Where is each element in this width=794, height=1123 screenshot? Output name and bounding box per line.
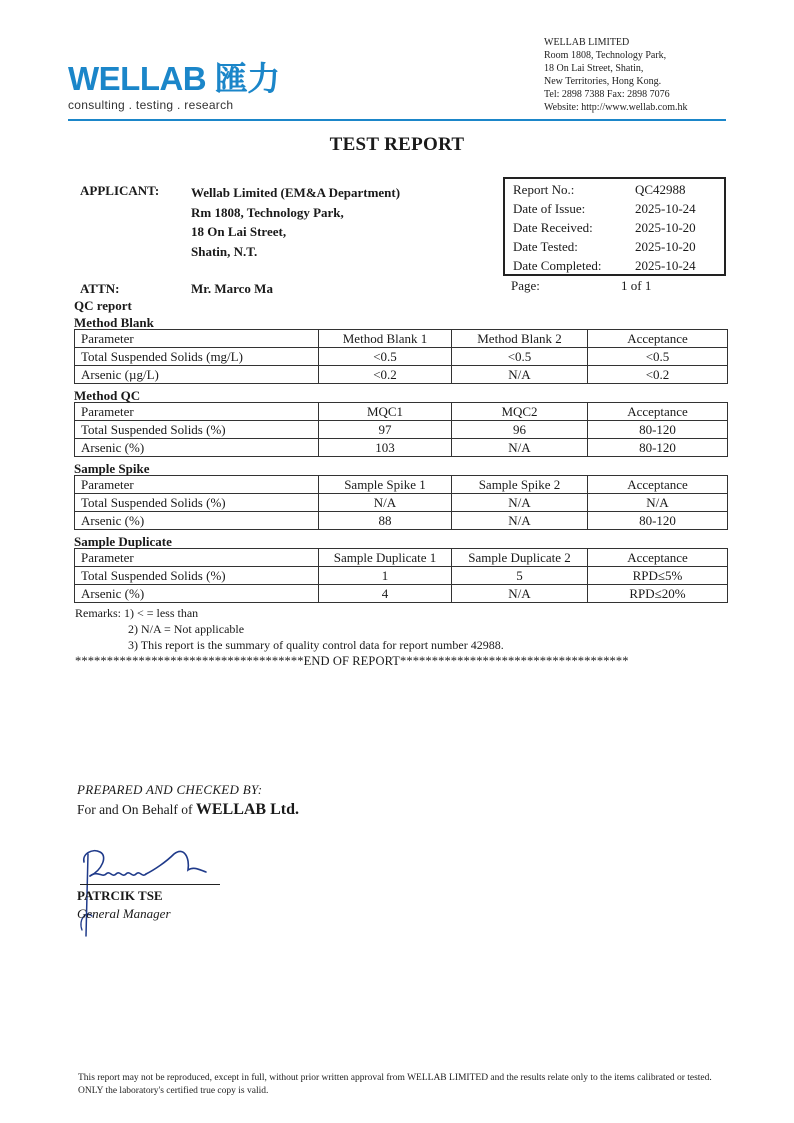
- on-behalf-line: [77, 801, 299, 819]
- header-cell: Sample Spike 1: [319, 476, 452, 494]
- header-cell: Acceptance: [588, 330, 728, 348]
- parameter-cell: Total Suspended Solids (%): [75, 421, 319, 439]
- parameter-cell: Arsenic (µg/L): [75, 366, 319, 384]
- signer-role: General Manager: [77, 906, 171, 921]
- value-cell: <0.5: [319, 348, 452, 366]
- header-cell: Parameter: [75, 330, 319, 348]
- value-cell: <0.2: [319, 366, 452, 384]
- value-cell: N/A: [452, 439, 588, 457]
- value-cell: <0.5: [452, 348, 588, 366]
- value-cell: 96: [452, 421, 588, 439]
- company-name: WELLAB LIMITED: [544, 37, 630, 48]
- date-completed-label: Date Completed:: [513, 258, 602, 273]
- acceptance-cell: 80-120: [588, 512, 728, 530]
- parameter-cell: Arsenic (%): [75, 439, 319, 457]
- table-row: [75, 366, 728, 384]
- company-website: Website: http://www.wellab.com.hk: [544, 102, 688, 113]
- acceptance-cell: 80-120: [588, 421, 728, 439]
- remark-line: 2) N/A = Not applicable: [128, 622, 245, 636]
- end-of-report-line: ************************************END OF REPORT************************************: [75, 654, 629, 668]
- section-heading-sample-duplicate: Sample Duplicate: [74, 534, 172, 549]
- company-phone: Tel: 2898 7388 Fax: 2898 7076: [544, 89, 670, 100]
- attn-value: Mr. Marco Ma: [191, 281, 273, 296]
- header-cell: Acceptance: [588, 476, 728, 494]
- date-of-issue-value: 2025-10-24: [635, 201, 696, 216]
- value-cell: N/A: [319, 494, 452, 512]
- footer-disclaimer: This report may not be reproduced, except in full, without prior written approval from WELLAB LIMITED and the results relate only to the items calibrated or tested. ONLY the laboratory's certified true copy is valid.: [78, 1073, 712, 1096]
- date-completed-value: 2025-10-24: [635, 258, 696, 273]
- applicant-name: Wellab Limited (EM&A Department): [191, 185, 401, 200]
- acceptance-cell: <0.2: [588, 366, 728, 384]
- table-header-row: [75, 330, 728, 348]
- date-of-issue-label: Date of Issue:: [513, 201, 586, 216]
- value-cell: 4: [319, 585, 452, 603]
- section-heading-method-qc: Method QC: [74, 388, 141, 403]
- header-cell: MQC2: [452, 403, 588, 421]
- header-cell: MQC1: [319, 403, 452, 421]
- on-behalf-company: WELLAB Ltd.: [195, 801, 299, 818]
- on-behalf-prefix: For and On Behalf of: [77, 802, 196, 817]
- sample-spike-table: [74, 475, 728, 530]
- company-address-line: New Territories, Hong Kong.: [544, 76, 662, 87]
- signer-name: PATRCIK TSE: [77, 888, 163, 903]
- date-tested-value: 2025-10-20: [635, 239, 696, 254]
- acceptance-cell: N/A: [588, 494, 728, 512]
- parameter-cell: Arsenic (%): [75, 512, 319, 530]
- value-cell: 88: [319, 512, 452, 530]
- parameter-cell: Arsenic (%): [75, 585, 319, 603]
- applicant-address-line: Shatin, N.T.: [191, 243, 258, 259]
- applicant-label: APPLICANT:: [80, 183, 160, 198]
- attn-label: ATTN:: [80, 281, 120, 296]
- value-cell: N/A: [452, 512, 588, 530]
- qc-report-label: QC report: [74, 298, 132, 313]
- header-cell: Acceptance: [588, 549, 728, 567]
- value-cell: 97: [319, 421, 452, 439]
- applicant-address: [191, 183, 400, 261]
- method-blank-table: [74, 329, 728, 384]
- table-row: [75, 348, 728, 366]
- parameter-cell: Total Suspended Solids (mg/L): [75, 348, 319, 366]
- parameter-cell: Total Suspended Solids (%): [75, 567, 319, 585]
- date-received-label: Date Received:: [513, 220, 593, 235]
- applicant-address-line: Rm 1808, Technology Park,: [191, 204, 344, 220]
- company-address-line: 18 On Lai Street, Shatin,: [544, 63, 644, 74]
- report-number-label: Report No.:: [513, 182, 575, 197]
- acceptance-cell: 80-120: [588, 439, 728, 457]
- header-cell: Method Blank 1: [319, 330, 452, 348]
- header-cell: Acceptance: [588, 403, 728, 421]
- page-value: 1 of 1: [621, 278, 652, 293]
- table-header-row: [75, 403, 728, 421]
- table-row: [75, 512, 728, 530]
- applicant-address-line: 18 On Lai Street,: [191, 224, 287, 239]
- table-header-row: [75, 549, 728, 567]
- header-cell: Parameter: [75, 476, 319, 494]
- header-cell: Parameter: [75, 549, 319, 567]
- value-cell: N/A: [452, 366, 588, 384]
- date-tested-label: Date Tested:: [513, 239, 578, 254]
- header-cell: Sample Spike 2: [452, 476, 588, 494]
- header-cell: Method Blank 2: [452, 330, 588, 348]
- table-row: [75, 439, 728, 457]
- remark-line: Remarks: 1) < = less than: [75, 606, 199, 620]
- remarks-block: [75, 605, 504, 653]
- date-received-value: 2025-10-20: [635, 220, 696, 235]
- table-row: [75, 421, 728, 439]
- prepared-by-label: PREPARED AND CHECKED BY:: [77, 782, 263, 797]
- page-title: TEST REPORT: [329, 134, 465, 155]
- section-heading-method-blank: Method Blank: [74, 315, 154, 330]
- header-divider: [68, 119, 726, 121]
- section-heading-sample-spike: Sample Spike: [74, 461, 150, 476]
- table-row: [75, 585, 728, 603]
- acceptance-cell: RPD≤5%: [588, 567, 728, 585]
- signature-line: [80, 884, 220, 885]
- page-label: Page:: [511, 278, 540, 293]
- company-logo: [68, 62, 280, 112]
- acceptance-cell: RPD≤20%: [588, 585, 728, 603]
- logo-tagline: consulting . testing . research: [68, 98, 234, 112]
- value-cell: N/A: [452, 585, 588, 603]
- report-number-value: QC42988: [635, 182, 686, 197]
- value-cell: 1: [319, 567, 452, 585]
- table-row: [75, 567, 728, 585]
- value-cell: 5: [452, 567, 588, 585]
- header-cell: Sample Duplicate 2: [452, 549, 588, 567]
- header-cell: Sample Duplicate 1: [319, 549, 452, 567]
- report-info-box: [503, 177, 726, 276]
- company-address-block: [544, 36, 688, 114]
- value-cell: N/A: [452, 494, 588, 512]
- company-address-line: Room 1808, Technology Park,: [544, 50, 667, 61]
- sample-duplicate-table: [74, 548, 728, 603]
- logo-wordmark: WELLAB 匯力: [68, 60, 280, 97]
- acceptance-cell: <0.5: [588, 348, 728, 366]
- remark-line: 3) This report is the summary of quality control data for report number 42988.: [128, 638, 504, 652]
- value-cell: 103: [319, 439, 452, 457]
- method-qc-table: [74, 402, 728, 457]
- parameter-cell: Total Suspended Solids (%): [75, 494, 319, 512]
- table-row: [75, 494, 728, 512]
- header-cell: Parameter: [75, 403, 319, 421]
- table-header-row: [75, 476, 728, 494]
